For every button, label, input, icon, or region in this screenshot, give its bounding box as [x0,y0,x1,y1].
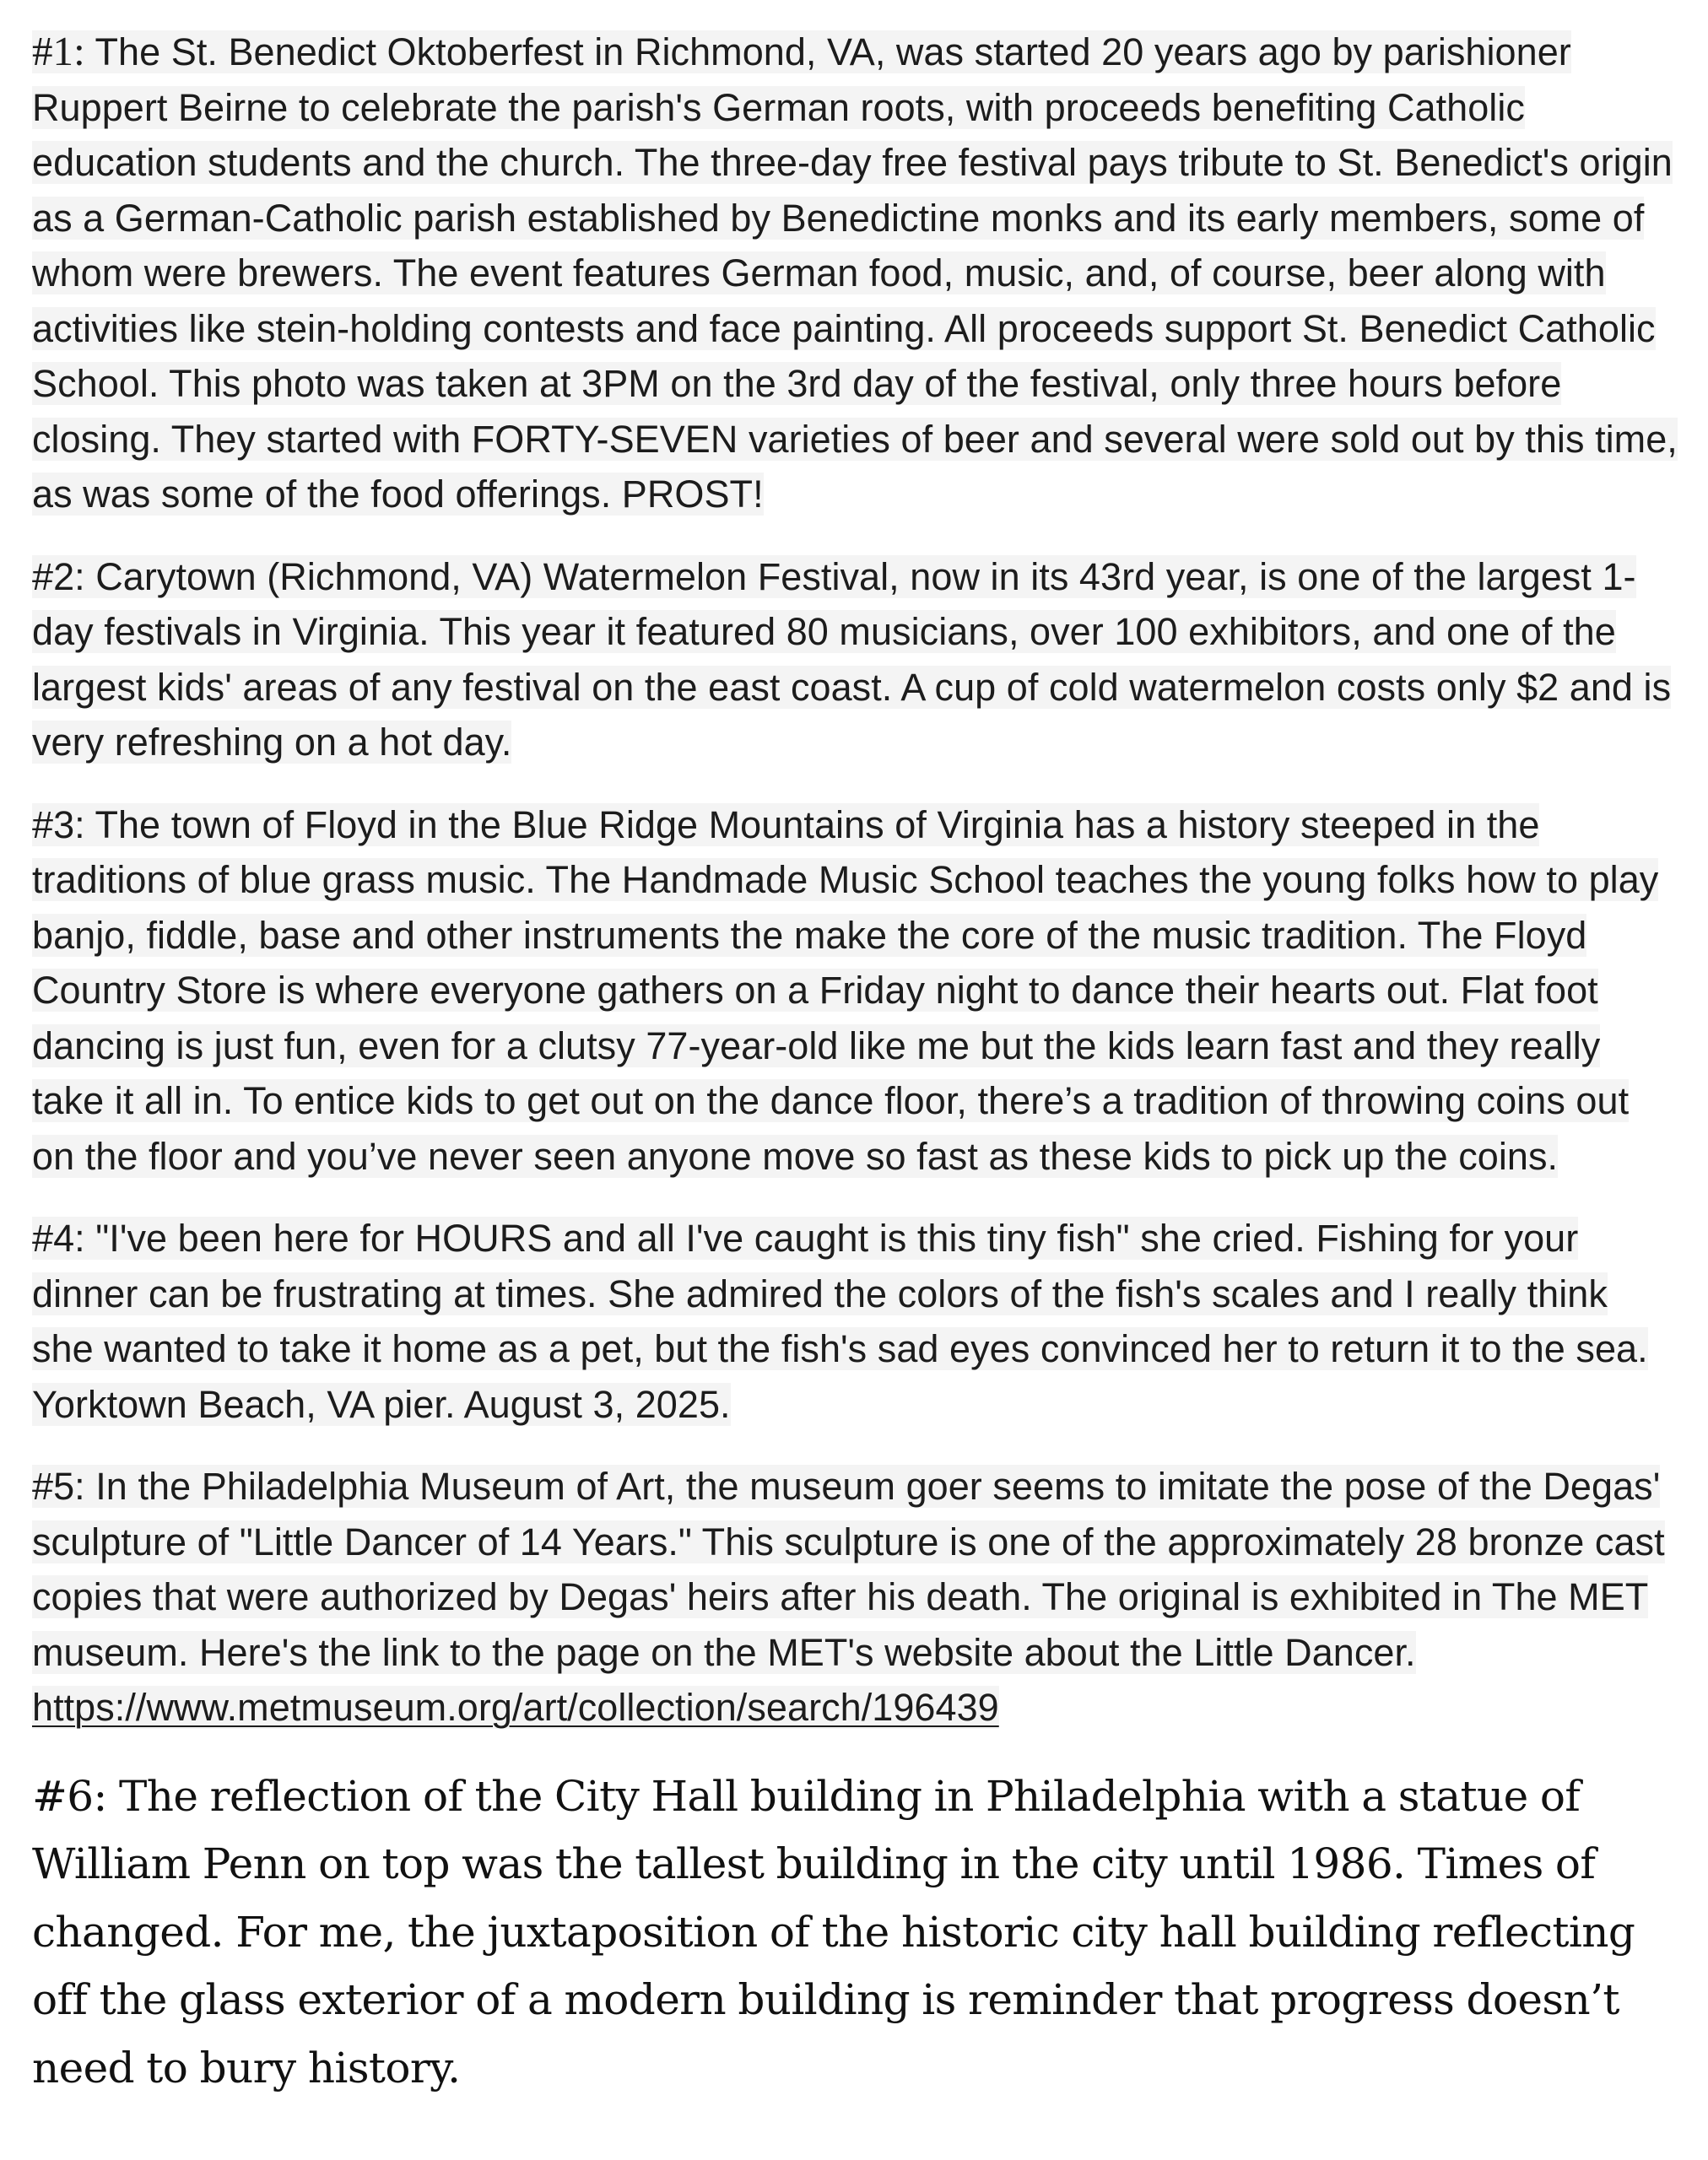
paragraph-5-highlight [32,1465,1665,1729]
paragraph-5-text: #5: In the Philadelphia Museum of Art, the museum goer seems to imitate the pose of the Degas' sculpture of "Little Dancer of 14 Years." This sculpture is one of the approximately 28 bronze cast copies that were authorized by Degas' heirs after his death. The original is exhibited in The MET museum. Here's the link to the page on the MET's website about the Little Dancer. [32,1465,1665,1674]
paragraph-6-text: #6: The reflection of the City Hall building in Philadelphia with a statue of William Penn on top was the tallest building in the city until 1986. Times of changed. For me, the juxtaposition of the historic city hall building reflecting off the glass exterior of a modern building is reminder that progress doesn’t need to bury history. [32,1771,1635,2092]
paragraph-1-text: The St. Benedict Oktoberfest in Richmond, VA, was started 20 years ago by parishioner Ruppert Beirne to celebrate the parish's German roots, with proceeds benefiting Catholic education students and the church. The three-day free festival pays tribute to St. Benedict's origin as a German-Catholic parish established by Benedictine monks and its early members, some of whom were brewers. The event features German food, music, and, of course, beer along with activities like stein-holding contests and face painting. All proceeds support St. Benedict Catholic School. This photo was taken at 3PM on the 3rd day of the festival, only three hours before closing. They started with FORTY-SEVEN varieties of beer and several were sold out by this time, as was some of the food offerings. PROST! [32,30,1678,516]
paragraph-6 [32,1763,1678,2103]
paragraph-1-highlight [32,30,1678,516]
paragraph-2-text: #2: Carytown (Richmond, VA) Watermelon Festival, now in its 43rd year, is one of the largest 1-day festivals in Virginia. This year it featured 80 musicians, over 100 exhibitors, and one of the largest kids' areas of any festival on the east coast. A cup of cold watermelon costs only $2 and is very refreshing on a hot day. [32,554,1672,764]
paragraph-3-text: #3: The town of Floyd in the Blue Ridge Mountains of Virginia has a history steeped in the traditions of blue grass music. The Handmade Music School teaches the young folks how to play banjo, fiddle, base and other instruments the make the core of the music tradition. The Floyd Country Store is where everyone gathers on a Friday night to dance their hearts out. Flat foot dancing is just fun, even for a clutsy 77-year-old like me but the kids learn fast and they really take it all in. To entice kids to get out on the dance floor, there’s a tradition of throwing coins out on the floor and you’ve never seen anyone move so fast as these kids to pick up the coins. [32,802,1659,1178]
paragraph-2 [32,549,1678,770]
paragraph-1 [32,24,1678,522]
paragraph-3 [32,797,1678,1185]
document-body [32,24,1678,2129]
paragraph-4 [32,1211,1678,1432]
met-museum-link[interactable]: https://www.metmuseum.org/art/collection/search/196439 [32,1686,999,1729]
paragraph-1-number: #1: [32,28,85,74]
paragraph-4-text: #4: "I've been here for HOURS and all I've caught is this tiny fish" she cried. Fishing for your dinner can be frustrating at times. She admired the colors of the fish's scales and I really think she wanted to take it home as a pet, but the fish's sad eyes convinced her to return it to the sea. Yorktown Beach, VA pier. August 3, 2025. [32,1217,1648,1426]
paragraph-5 [32,1459,1678,1736]
